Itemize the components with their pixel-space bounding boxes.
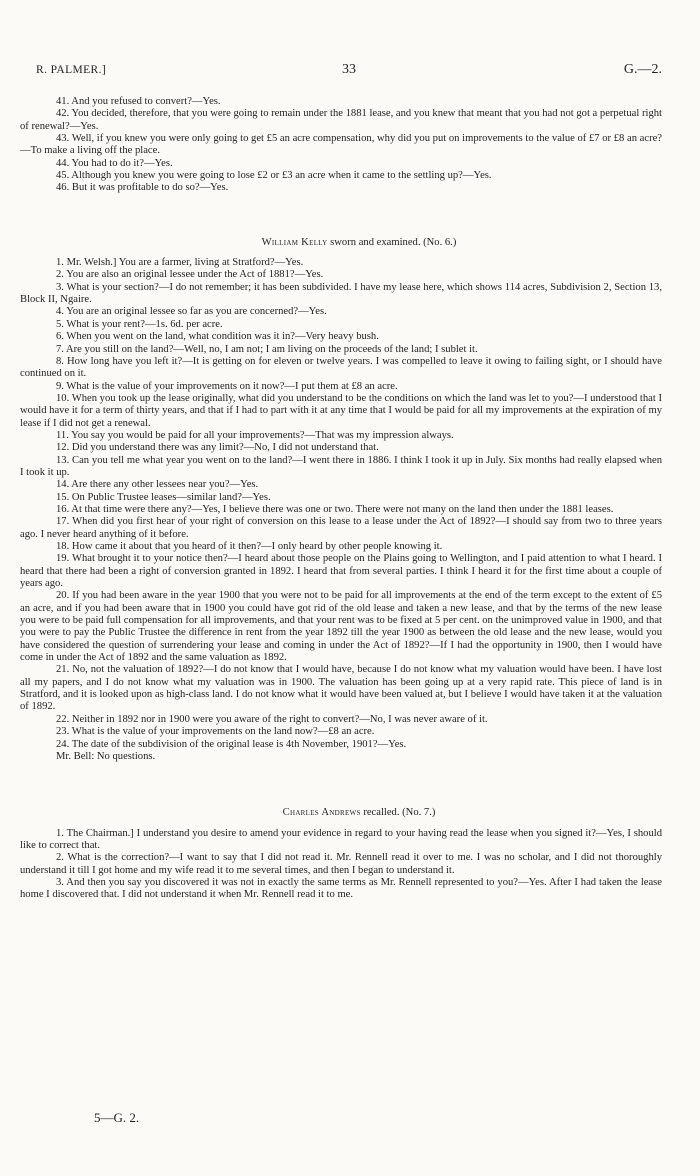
paragraph: 42. You decided, therefore, that you were going to remain under the 1881 lease, and you knew that meant that you had not got a perpetual right of renewal?—Yes. xyxy=(20,108,662,132)
paragraph: 19. What brought it to your notice then?—I heard about those people on the Plains going to Wellington, and I paid attention to what I heard. I heard that there had been a right of conversion granted in 1892. I heard that from several parties. I think I heard it for the first time about a couple of years ago. xyxy=(20,553,662,590)
paragraph: 24. The date of the subdivision of the original lease is 4th November, 1901?—Yes. xyxy=(56,738,407,750)
document-body xyxy=(20,96,662,902)
paragraph: 4. You are an original lessee so far as you are concerned?—Yes. xyxy=(56,306,327,318)
paragraph: 14. Are there any other lessees near you?—Yes. xyxy=(56,479,259,491)
paragraph: 15. On Public Trustee leases—similar land?—Yes. xyxy=(56,491,271,503)
paragraph: 8. How long have you left it?—It is getting on for eleven or twelve years. I was compelled to leave it owing to failing sight, or I should have continued on it. xyxy=(20,355,662,380)
paragraph: 11. You say you would be paid for all your improvements?—That was my impression always. xyxy=(56,429,454,441)
heading-rest: recalled. (No. 7.) xyxy=(360,807,436,819)
evidence-kelly xyxy=(20,257,662,763)
paragraph: 5. What is your rent?—1s. 6d. per acre. xyxy=(56,318,223,330)
paragraph: 45. Although you knew you were going to lose £2 or £3 an acre when it came to the settling up?—Yes. xyxy=(56,170,492,182)
paragraph: 16. At that time were there any?—Yes, I believe there was one or two. There were not many on the land then under the 1881 leases. xyxy=(56,503,614,515)
page-header xyxy=(36,62,662,82)
paragraph: 7. Are you still on the land?—Well, no, I am not; I am living on the proceeds of the land; I sublet it. xyxy=(56,343,478,355)
paragraph: 22. Neither in 1892 nor in 1900 were you aware of the right to convert?—No, I was never aware of it. xyxy=(56,713,488,725)
paragraph: 2. What is the correction?—I want to say that I did not read it. Mr. Rennell read it over to me. I was no scholar, and I did not thoroughly understand it till I got home and my wife read it to me several times, and then I began to understand it. xyxy=(20,852,662,876)
paragraph: 12. Did you understand there was any limit?—No, I did not understand that. xyxy=(56,442,379,454)
paragraph: 1. Mr. Welsh.] You are a farmer, living at Stratford?—Yes. xyxy=(56,257,304,269)
paragraph: 44. You had to do it?—Yes. xyxy=(56,157,173,169)
header-witness: R. PALMER.] xyxy=(36,64,107,76)
paragraph: 10. When you took up the lease originally, what did you understand to be the conditions on which the land was let to you?—I understood that I would have it for a term of thirty years, and that if I had to part with it at any time that I would be paid for all my improvements at the expiration of my lease if I did not get a renewal. xyxy=(20,392,662,429)
paragraph: 13. Can you tell me what year you went on to the land?—I went there in 1886. I think I took it up in July. Six months had really elapsed when I took it up. xyxy=(20,454,662,478)
section-heading-kelly xyxy=(20,237,662,249)
witness-name: Charles Andrews xyxy=(282,807,361,819)
signature-mark: 5—G. 2. xyxy=(94,1110,140,1125)
document-code: G.—2. xyxy=(623,62,662,77)
section-heading-andrews xyxy=(20,807,662,819)
page-number: 33 xyxy=(342,62,356,77)
paragraph: 3. And then you say you discovered it was not in exactly the same terms as Mr. Rennell represented to you?—Yes. After I had taken the lease home I discovered that. I did not understand it when Mr. Rennell read it to me. xyxy=(20,876,662,901)
heading-rest: sworn and examined. (No. 6.) xyxy=(327,236,457,248)
paragraph: 1. The Chairman.] I understand you desire to amend your evidence in regard to your having read the lease when you signed it?—Yes, I should like to correct that. xyxy=(20,827,662,851)
paragraph: 6. When you went on the land, what condition was it in?—Very heavy bush. xyxy=(56,331,379,343)
evidence-andrews xyxy=(20,828,662,902)
witness-name: William Kelly xyxy=(261,236,328,248)
paragraph: 21. No, not the valuation of 1892?—I do not know that I would have, because I do not know what my valuation would have been. I have lost all my papers, and I do not know what my valuation was in 1900. The valuation has been going up at a very rapid rate. This piece of land is in Stratford, and it is looked upon as high-class land. I do not know what it would have been valued at, but I believe I would have taken it at the valuation of 1892. xyxy=(20,664,662,713)
paragraph: 23. What is the value of your improvements on the land now?—£8 an acre. xyxy=(56,726,375,738)
paragraph: 2. You are also an original lessee under the Act of 1881?—Yes. xyxy=(56,269,324,281)
paragraph: 18. How came it about that you heard of it then?—I only heard by other people knowing it. xyxy=(56,541,443,552)
paragraph: 41. And you refused to convert?—Yes. xyxy=(56,96,221,107)
paragraph: 43. Well, if you knew you were only going to get £5 an acre compensation, why did you put on improvements to the value of £7 or £8 an acre?—To make a living off the place. xyxy=(20,133,662,157)
paragraph: 20. If you had been aware in the year 1900 that you were not to be paid for all improvements at the end of the term except to the extent of £5 an acre, and if you had been aware that in 1900 you could have got rid of the old lease and taken a new lease, and that by the terms of the new lease you were to be paid full compensation for all improvements, and that your rent was to be fixed at 5 per cent. on the unimproved value in 1900, and that you were to pay the Public Trustee the difference in rent from the year 1892 till the year 1900 as between the old lease and the new lease, would you have considered the question of surrendering your lease and coming in under the Act of 1892?—If I had the opportunity in 1900, then I would have come in under the Act of 1892 and the same valuation as 1892. xyxy=(20,590,662,664)
paragraph: 17. When did you first hear of your right of conversion on this lease to a lease under the Act of 1892?—I should say from two to three years ago. I never heard anything of it before. xyxy=(20,516,662,540)
paragraph: Mr. Bell: No questions. xyxy=(56,750,156,762)
evidence-palmer xyxy=(20,96,662,195)
paragraph: 9. What is the value of your improvements on it now?—I put them at £8 an acre. xyxy=(56,380,398,392)
paragraph: 46. But it was profitable to do so?—Yes. xyxy=(56,182,229,194)
paragraph: 3. What is your section?—I do not remember; it has been subdivided. I have my lease here, which shows 114 acres, Subdivision 2, Section 13, Block II, Ngaire. xyxy=(20,281,662,306)
